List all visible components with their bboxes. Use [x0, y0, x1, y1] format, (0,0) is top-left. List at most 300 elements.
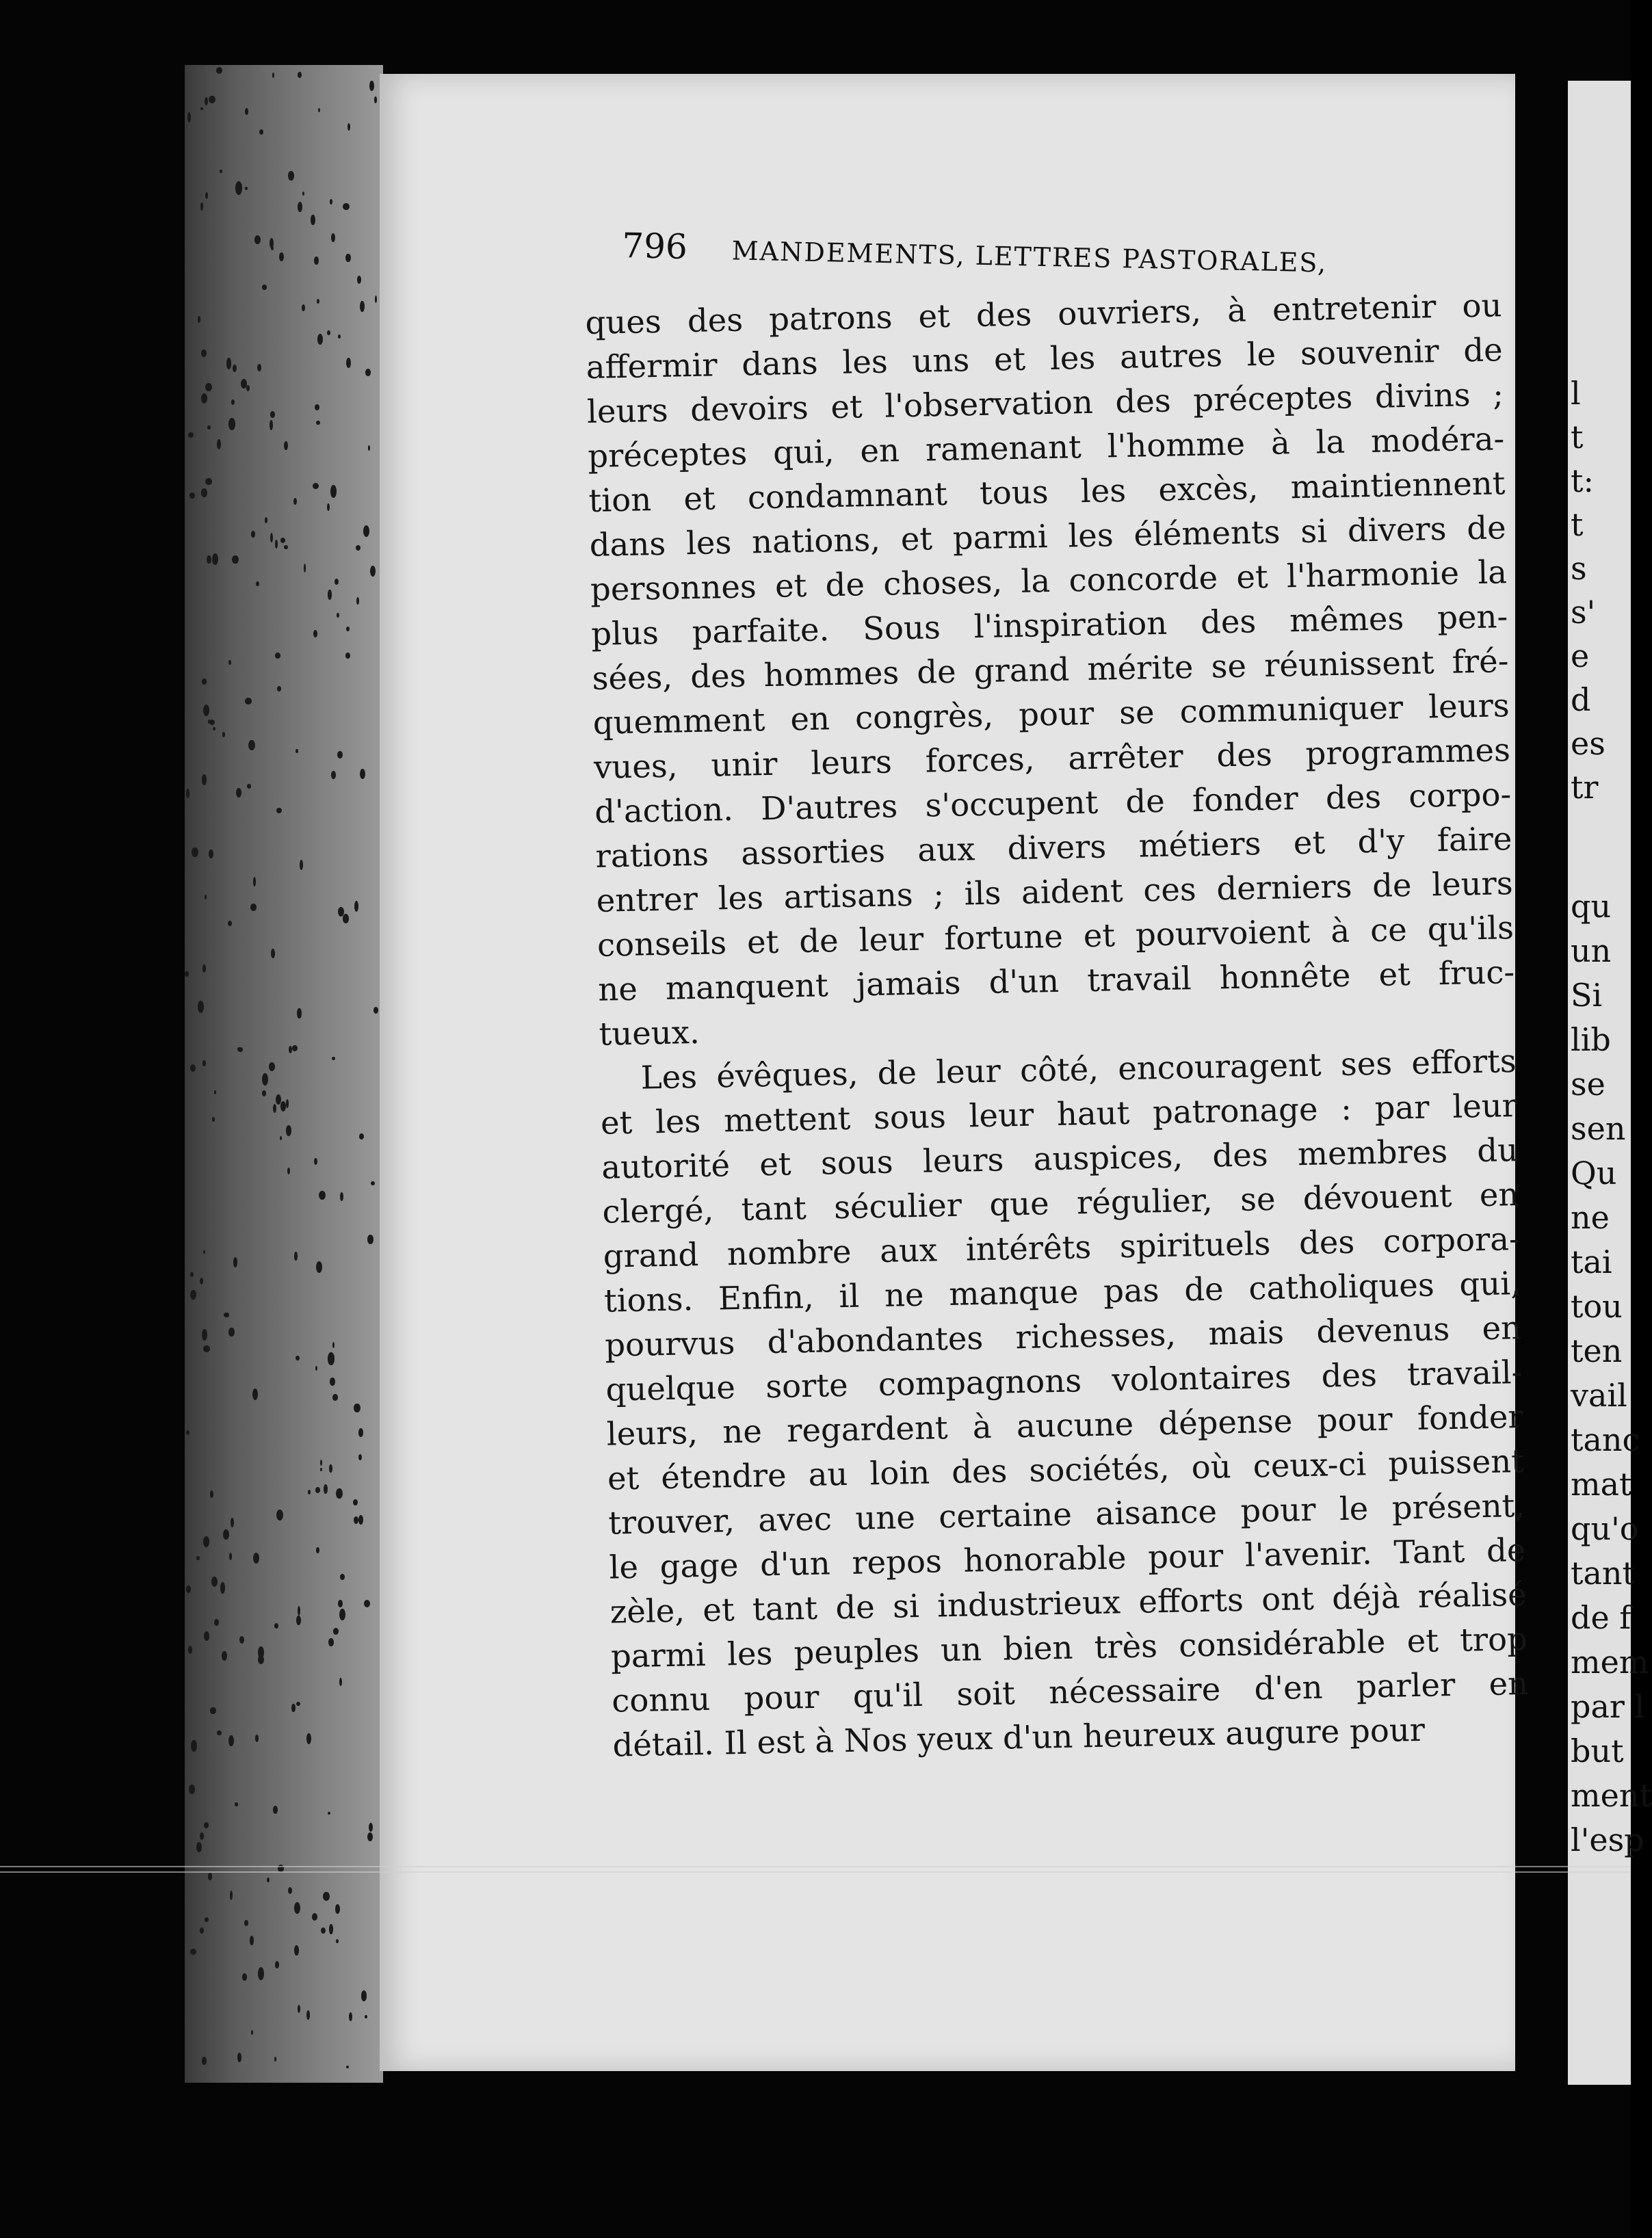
text-line: ques des patrons et des ouvriers, à entretenir ou — [585, 287, 1502, 341]
edge-speck — [367, 1235, 374, 1244]
edge-speck — [296, 1616, 301, 1625]
edge-speck — [288, 171, 294, 181]
edge-speck — [245, 187, 248, 191]
edge-speck — [375, 295, 377, 303]
edge-speck — [318, 108, 320, 112]
text-line: connu pour qu'il soit nécessaire d'en parler en — [611, 1664, 1529, 1720]
edge-speck — [253, 877, 257, 886]
edge-speck — [226, 358, 232, 369]
edge-speck — [267, 1878, 270, 1882]
edge-speck — [348, 123, 350, 131]
edge-speck — [316, 1261, 322, 1272]
edge-speck — [274, 2057, 276, 2062]
text-line: affermir dans les uns et les autres le souvenir de — [586, 331, 1504, 386]
edge-speck — [205, 1917, 209, 1922]
edge-speck — [200, 1927, 203, 1934]
edge-speck — [298, 202, 302, 211]
edge-speck — [233, 365, 237, 372]
edge-speck — [339, 1678, 342, 1686]
edge-speck — [186, 1585, 190, 1592]
edge-speck — [245, 108, 248, 115]
edge-speck — [298, 2005, 300, 2012]
edge-speck — [276, 1510, 283, 1520]
edge-speck — [302, 304, 305, 311]
edge-speck — [273, 1104, 276, 1113]
text-line: parmi les peuples un bien très considérable et trop — [610, 1620, 1528, 1675]
edge-speck — [269, 1062, 276, 1071]
edge-speck — [340, 1574, 345, 1581]
edge-speck — [270, 533, 273, 542]
edge-speck — [223, 1529, 228, 1540]
edge-speck — [331, 233, 335, 242]
edge-speck — [208, 1873, 213, 1880]
edge-speck — [200, 107, 203, 111]
edge-speck — [320, 1468, 322, 1471]
text-line: vues, unir leurs forces, arrêter des programmes — [593, 731, 1511, 786]
adjacent-page-fragment: vail — [1571, 1377, 1627, 1414]
edge-speck — [346, 627, 350, 631]
edge-speck — [207, 425, 211, 430]
edge-speck — [258, 1967, 264, 1980]
edge-speck — [233, 1257, 238, 1267]
edge-speck — [228, 921, 232, 927]
edge-speck — [330, 1378, 335, 1385]
adjacent-page-fragment: s' — [1571, 594, 1596, 631]
edge-speck — [332, 1394, 337, 1401]
text-line: quelque sorte compagnons volontaires des travail- — [605, 1353, 1523, 1408]
edge-speck — [321, 1927, 326, 1934]
adjacent-page-fragment: ment — [1571, 1777, 1652, 1814]
adjacent-page-fragment: mem — [1571, 1644, 1649, 1681]
adjacent-page-fragment: but — [1571, 1733, 1624, 1769]
edge-speck — [340, 1192, 343, 1201]
running-header-title: MANDEMENTS, LETTRES PASTORALES, — [731, 235, 1328, 278]
edge-speck — [205, 478, 211, 485]
text-line: plus parfaite. Sous l'inspiration des mêmes pen- — [590, 598, 1508, 653]
paragraph — [585, 283, 1516, 1057]
edge-speck — [337, 613, 339, 618]
edge-speck — [202, 1329, 207, 1341]
adjacent-page-fragment: t — [1571, 506, 1584, 543]
edge-speck — [339, 1609, 345, 1621]
edge-speck — [211, 1577, 218, 1587]
edge-speck — [327, 330, 330, 335]
edge-speck — [203, 1536, 209, 1546]
edge-speck — [315, 1366, 317, 1371]
edge-speck — [271, 949, 275, 958]
edge-speck — [250, 904, 257, 911]
edge-speck — [188, 432, 194, 438]
edge-speck — [265, 517, 267, 523]
edge-speck — [296, 1356, 300, 1360]
edge-speck — [365, 369, 371, 376]
edge-speck — [314, 1158, 317, 1165]
edge-speck — [202, 964, 206, 973]
adjacent-page-fragment: tou — [1571, 1288, 1623, 1325]
text-line: préceptes qui, en ramenant l'homme à la modéra- — [587, 420, 1505, 475]
edge-speck — [201, 488, 207, 497]
edge-speck — [345, 653, 350, 659]
edge-speck — [251, 531, 256, 538]
edge-speck — [291, 1704, 295, 1712]
text-line: autorité et sous leurs auspices, des membres du — [601, 1131, 1519, 1186]
edge-speck — [332, 1342, 335, 1348]
edge-speck — [254, 235, 261, 245]
edge-speck — [224, 1313, 229, 1318]
edge-speck — [247, 784, 252, 789]
edge-speck — [198, 1001, 204, 1012]
edge-speck — [324, 1484, 328, 1495]
edge-speck — [369, 81, 374, 92]
adjacent-page-fragment: sen — [1571, 1110, 1626, 1147]
edge-speck — [255, 1735, 259, 1742]
edge-speck — [190, 1064, 196, 1072]
edge-speck — [262, 1090, 266, 1096]
edge-speck — [367, 1832, 373, 1841]
edge-speck — [235, 1802, 238, 1806]
edge-speck — [188, 1646, 192, 1654]
edge-speck — [187, 112, 191, 122]
edge-speck — [205, 895, 207, 899]
adjacent-page-fragment: de f — [1571, 1599, 1631, 1636]
edge-speck — [216, 67, 222, 74]
edge-speck — [204, 1822, 209, 1828]
edge-speck — [292, 1045, 298, 1051]
edge-speck — [306, 1733, 311, 1745]
edge-speck — [331, 771, 336, 779]
edge-speck — [196, 1842, 202, 1852]
text-line: personnes et de choses, la concorde et l'harmonie la — [590, 553, 1508, 608]
adjacent-page-fragment: t: — [1571, 462, 1594, 499]
scan-artifact-line — [0, 1871, 1631, 1873]
text-line: entrer les artisans ; ils aident ces derniers de leurs — [596, 865, 1514, 919]
edge-speck — [185, 971, 189, 977]
adjacent-page-fragment: tai — [1571, 1243, 1612, 1280]
edge-speck — [202, 2057, 207, 2065]
edge-speck — [273, 1806, 278, 1814]
edge-speck — [231, 1518, 234, 1527]
edge-speck — [328, 1812, 330, 1815]
edge-speck — [204, 1631, 209, 1640]
edge-speck — [327, 503, 330, 511]
edge-speck — [328, 1638, 334, 1646]
scan-artifact-line — [0, 1866, 1631, 1867]
edge-speck — [276, 808, 282, 813]
edge-speck — [287, 1168, 290, 1174]
edge-speck — [354, 901, 358, 912]
edge-speck — [296, 1702, 300, 1706]
edge-speck — [270, 238, 274, 248]
edge-speck — [228, 418, 235, 431]
text-line: pourvus d'abondantes richesses, mais devenus en — [604, 1308, 1522, 1364]
edge-speck — [354, 1516, 358, 1524]
text-line: zèle, et tant de si industrieux efforts ont déjà réalisé — [609, 1575, 1528, 1631]
edge-speck — [277, 686, 281, 692]
edge-speck — [217, 439, 221, 449]
text-line: et étendre au loin des sociétés, où ceux-ci puissent — [607, 1442, 1525, 1497]
edge-speck — [356, 545, 360, 551]
edge-speck — [293, 498, 297, 505]
edge-speck — [361, 1990, 367, 2001]
edge-speck — [357, 276, 361, 284]
edge-speck — [286, 1125, 292, 1136]
edge-speck — [329, 1464, 332, 1473]
text-line: quemment en congrès, pour se communiquer leurs — [592, 687, 1510, 741]
text-line: d'action. D'autres s'occupent de fonder des corpo- — [594, 776, 1512, 830]
edge-speck — [346, 2066, 349, 2068]
edge-speck — [306, 2010, 310, 2020]
edge-speck — [205, 383, 212, 392]
edge-speck — [231, 399, 235, 405]
adjacent-page-fragment: l — [1571, 375, 1581, 412]
edge-speck — [222, 732, 226, 737]
edge-speck — [345, 254, 350, 261]
edge-speck — [338, 1600, 343, 1607]
edge-speck — [312, 1913, 318, 1921]
edge-speck — [336, 1488, 342, 1499]
edge-speck — [358, 1515, 363, 1525]
adjacent-page-fragment: ten — [1571, 1332, 1623, 1369]
adjacent-page-fragment: es — [1571, 725, 1605, 762]
edge-speck — [256, 581, 259, 586]
adjacent-page-fragment: t — [1571, 419, 1584, 456]
adjacent-page-fragment: se — [1571, 1066, 1605, 1103]
edge-speck — [259, 129, 263, 135]
edge-speck — [245, 698, 252, 705]
edge-speck — [203, 705, 210, 716]
edge-speck — [242, 1973, 247, 1981]
edge-speck — [252, 1388, 258, 1400]
edge-speck — [250, 1936, 254, 1945]
adjacent-page-fragment: l'esp — [1571, 1821, 1644, 1858]
edge-speck — [298, 72, 302, 77]
text-line: détail. Il est à Nos yeux d'un heureux augure pour — [612, 1711, 1426, 1764]
edge-speck — [191, 1740, 196, 1752]
edge-speck — [330, 485, 337, 498]
edge-speck — [235, 181, 242, 195]
edge-speck — [274, 1623, 278, 1628]
edge-speck — [201, 350, 206, 357]
adjacent-page-fragment: tanc — [1571, 1421, 1640, 1458]
adjacent-page-fragment: tr — [1571, 769, 1599, 806]
edge-speck — [314, 256, 318, 265]
adjacent-page-fragment: un — [1571, 932, 1612, 969]
edge-speck — [237, 1047, 240, 1051]
edge-speck — [349, 2012, 352, 2021]
edge-speck — [304, 564, 306, 572]
edge-speck — [205, 97, 208, 105]
text-line: clergé, tant séculier que régulier, se dévouent en — [602, 1176, 1519, 1230]
edge-speck — [212, 1117, 214, 1122]
edge-speck — [202, 774, 207, 785]
text-line: sées, des hommes de grand mérite se réunissent fré- — [592, 642, 1509, 697]
edge-speck — [270, 420, 273, 430]
edge-speck — [251, 2030, 253, 2035]
edge-speck — [200, 1278, 203, 1285]
edge-speck — [222, 1651, 226, 1661]
edge-speck — [189, 492, 194, 499]
edge-speck — [190, 1272, 193, 1277]
edge-speck — [244, 1920, 248, 1925]
edge-speck — [220, 1582, 226, 1594]
edge-speck — [284, 441, 288, 450]
edge-speck — [335, 579, 339, 585]
text-line: dans les nations, et parmi les éléments si divers de — [589, 509, 1507, 564]
edge-speck — [230, 1891, 233, 1900]
edge-speck — [239, 1636, 244, 1644]
edge-speck — [294, 1252, 297, 1260]
adjacent-page-fragment: lib — [1571, 1021, 1611, 1058]
edge-speck — [313, 630, 317, 637]
edge-speck — [189, 1785, 196, 1794]
edge-speck — [196, 1556, 200, 1560]
edge-speck — [363, 525, 370, 538]
edge-speck — [311, 215, 315, 226]
edge-speck — [315, 1487, 320, 1493]
edge-speck — [203, 1250, 205, 1254]
edge-speck — [228, 1735, 234, 1746]
text-line: Les évêques, de leur côté, encouragent ses efforts — [640, 1042, 1517, 1096]
edge-speck — [207, 555, 211, 564]
edge-speck — [371, 1181, 375, 1186]
adjacent-page-edge — [1568, 81, 1652, 2085]
edge-speck — [203, 1345, 210, 1352]
edge-speck — [328, 1352, 334, 1365]
edge-speck — [336, 1939, 339, 1943]
edge-speck — [190, 1949, 196, 1955]
edge-speck — [228, 1328, 234, 1337]
edge-speck — [294, 1945, 298, 1956]
edge-speck — [237, 2053, 241, 2062]
edge-speck — [315, 404, 320, 410]
text-line: leurs devoirs et l'observation des préceptes divins ; — [586, 376, 1504, 430]
edge-speck — [286, 1099, 289, 1108]
edge-speck — [214, 1619, 219, 1626]
edge-speck — [323, 1892, 330, 1901]
edge-speck — [356, 597, 359, 605]
edge-speck — [373, 1007, 379, 1014]
edge-speck — [190, 1290, 196, 1300]
adjacent-page-fragment: qu'o — [1571, 1510, 1639, 1547]
edge-speck — [370, 566, 376, 577]
adjacent-page-fragment: qu — [1571, 888, 1612, 925]
edge-speck — [359, 1133, 364, 1140]
edge-speck — [364, 1600, 370, 1607]
edge-speck — [257, 364, 261, 371]
edge-speck — [241, 379, 247, 389]
edge-speck — [369, 1823, 373, 1832]
edge-speck — [220, 170, 222, 173]
adjacent-page-fragment: Si — [1571, 977, 1603, 1014]
edge-speck — [209, 720, 215, 725]
edge-speck — [343, 203, 350, 211]
edge-speck — [209, 96, 215, 104]
edge-speck — [313, 483, 319, 490]
text-line: conseils et de leur fortune et pourvoient à ce qu'ils — [596, 909, 1515, 964]
edge-speck — [279, 252, 284, 262]
edge-speck — [200, 1832, 204, 1840]
text-line: et les mettent sous leur haut patronage : par leur — [600, 1087, 1518, 1142]
edge-speck — [212, 553, 218, 565]
text-line: leurs, ne regardent à aucune dépense pour fonder — [606, 1397, 1524, 1453]
edge-speck — [294, 1902, 300, 1913]
text-line: tion et condamnant tous les excès, maintiennent — [588, 464, 1506, 519]
edge-speck — [296, 749, 298, 754]
edge-speck — [360, 301, 364, 312]
edge-speck — [317, 334, 323, 345]
edge-speck — [298, 1606, 300, 1616]
edge-speck — [213, 727, 215, 730]
edge-speck — [210, 1707, 215, 1714]
edge-speck — [228, 660, 231, 665]
paragraph — [599, 1039, 1530, 1768]
edge-speck — [275, 540, 278, 549]
edge-speck — [272, 73, 274, 78]
page-number: 796 — [621, 226, 688, 267]
edge-speck — [338, 334, 341, 339]
edge-speck — [353, 1499, 358, 1505]
edge-speck — [202, 1060, 206, 1067]
edge-speck — [229, 1553, 232, 1560]
edge-speck — [262, 1073, 268, 1085]
edge-speck — [270, 411, 275, 418]
edge-speck — [316, 1547, 319, 1553]
adjacent-page-fragment: e — [1571, 637, 1590, 674]
edge-speck — [354, 1404, 360, 1412]
edge-speck — [297, 1008, 301, 1018]
edge-speck — [210, 1490, 213, 1498]
adjacent-page-fragment: d — [1571, 681, 1591, 718]
edge-speck — [209, 850, 213, 858]
edge-speck — [308, 1490, 311, 1495]
edge-speck — [236, 788, 241, 798]
edge-speck — [232, 555, 238, 564]
text-line: tueux. — [599, 1013, 700, 1053]
edge-speck — [280, 538, 286, 543]
edge-speck — [186, 1430, 189, 1435]
edge-speck — [284, 545, 288, 550]
edge-speck — [246, 385, 250, 391]
edge-speck — [280, 1136, 282, 1140]
edge-speck — [360, 769, 365, 779]
adjacent-page-fragment: tant — [1571, 1555, 1636, 1592]
edge-speck — [319, 1191, 326, 1200]
edge-speck — [280, 1101, 286, 1111]
edge-speck — [368, 445, 371, 451]
edge-speck — [343, 914, 349, 923]
edge-speck — [205, 192, 208, 199]
edge-speck — [316, 421, 319, 425]
edge-speck — [358, 1454, 362, 1460]
edge-speck — [186, 789, 189, 798]
edge-speck — [332, 1057, 335, 1060]
edge-speck — [330, 199, 332, 205]
edge-speck — [320, 1460, 322, 1466]
edge-speck — [275, 653, 281, 659]
adjacent-page-fragment: mat — [1571, 1466, 1632, 1503]
edge-speck — [262, 285, 267, 290]
edge-speck — [201, 393, 207, 404]
edge-speck — [346, 358, 351, 368]
edge-speck — [198, 316, 201, 323]
adjacent-page-fragment: s — [1571, 550, 1587, 587]
text-line: tions. Enfin, il ne manque pas de catholiques qui, — [603, 1265, 1521, 1319]
edge-speck — [253, 1553, 259, 1564]
edge-speck — [200, 202, 203, 211]
edge-speck — [300, 860, 303, 869]
book-fore-edge — [185, 65, 383, 2083]
adjacent-page-fragment: Qu — [1571, 1155, 1617, 1192]
